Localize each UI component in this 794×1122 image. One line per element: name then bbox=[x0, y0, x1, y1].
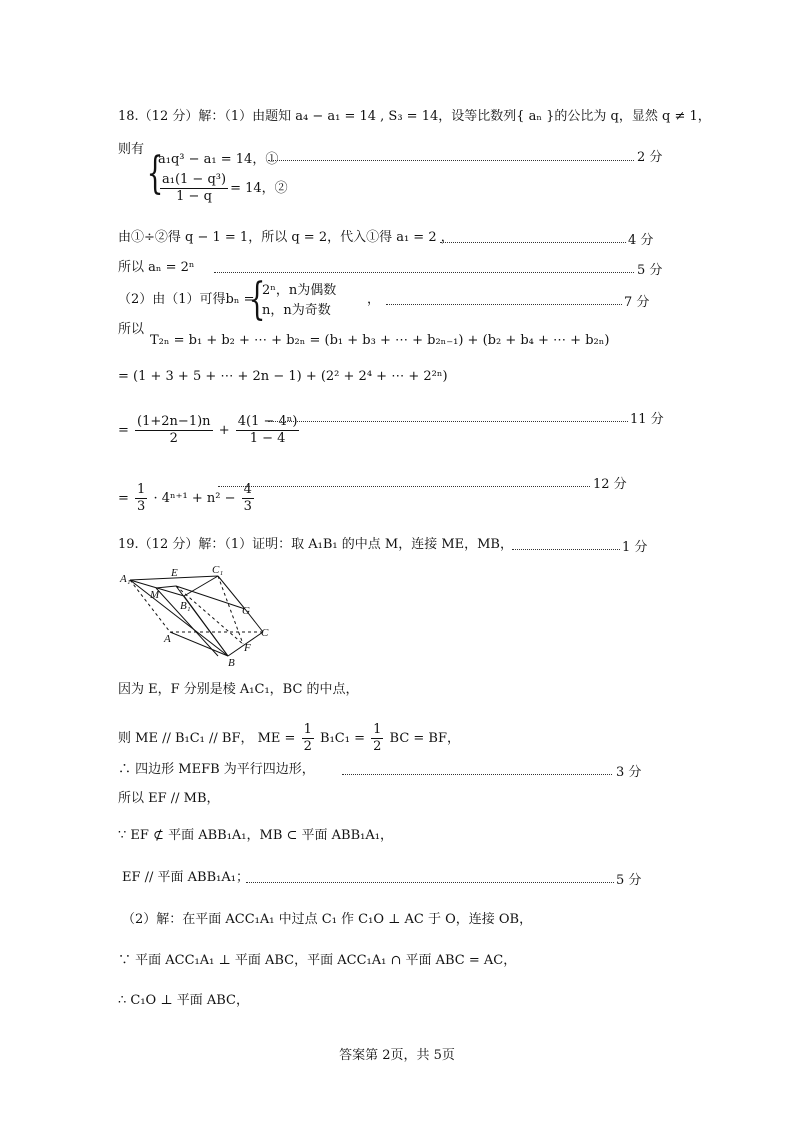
label-M: M bbox=[150, 589, 160, 601]
score-5: 5 分 bbox=[637, 263, 663, 278]
label-A1: A₁ bbox=[120, 573, 131, 585]
me-eq-b: B₁C₁ = bbox=[320, 731, 365, 746]
q18-t2n: T₂ₙ = b₁ + b₂ + ⋯ + b₂ₙ = (b₁ + b₃ + ⋯ + b₂ₙ₋₁) + (b₂ + b₄ + ⋯ + b₂ₙ) bbox=[150, 333, 610, 348]
r2-denominator: 3 bbox=[243, 499, 252, 514]
eq2-denominator: 1 − q bbox=[176, 189, 212, 204]
q19-line1: 19.（12 分）解：（1）证明：取 A₁B₁ 的中点 M，连接 ME，MB， bbox=[118, 537, 513, 552]
q18-so: 所以 bbox=[118, 322, 145, 337]
q18-eq2 bbox=[158, 172, 288, 205]
piecewise-brace: { bbox=[248, 274, 266, 325]
r2-numerator: 4 bbox=[243, 482, 252, 497]
label-A: A bbox=[164, 633, 171, 645]
me-eq-a: ME = bbox=[257, 731, 296, 746]
q19-line-c1o: ∴ C₁O ⊥ 平面 ABC， bbox=[118, 993, 249, 1008]
q18-line-an: 所以 aₙ = 2ⁿ bbox=[118, 260, 195, 275]
q19-line-perp: ∵ 平面 ACC₁A₁ ⊥ 平面 ABC，平面 ACC₁A₁ ∩ 平面 ABC = AC， bbox=[118, 953, 517, 968]
q19-line-me bbox=[118, 722, 460, 755]
prism-figure bbox=[118, 562, 278, 672]
bn-case2: n，n为奇数 bbox=[262, 303, 331, 318]
dot-leader bbox=[512, 549, 620, 550]
score-7: 7 分 bbox=[624, 295, 650, 310]
q18-line-bn: （2）由（1）可得bₙ = bbox=[118, 292, 255, 307]
label-G: G bbox=[242, 605, 250, 617]
score-2: 2 分 bbox=[637, 150, 663, 165]
system-brace: { bbox=[146, 148, 164, 199]
f2-numerator: 4(1 − 4ⁿ) bbox=[237, 414, 298, 429]
score-4: 4 分 bbox=[628, 233, 654, 248]
q19-line-p2: （2）解：在平面 ACC₁A₁ 中过点 C₁ 作 C₁O ⊥ AC 于 O，连接 OB， bbox=[122, 912, 533, 927]
r-numerator: 1 bbox=[137, 482, 146, 497]
bn-tail: ， bbox=[367, 292, 381, 307]
q18-then-has: 则有 bbox=[118, 142, 145, 157]
f1-numerator: (1+2n−1)n bbox=[137, 414, 211, 429]
dot-leader bbox=[386, 304, 622, 305]
r-mid: · 4ⁿ⁺¹ + n² − bbox=[153, 491, 236, 506]
dot-leader bbox=[214, 272, 634, 273]
half-numerator: 1 bbox=[303, 722, 312, 737]
q18-line1: 18.（12 分）解：（1）由题知 a₄ − a₁ = 14 , S₃ = 14，设等比数列{ aₙ }的公比为 q，显然 q ≠ 1， bbox=[118, 109, 711, 124]
dot-leader bbox=[268, 421, 628, 422]
label-E: E bbox=[171, 567, 178, 579]
q19-line-parallel: EF // 平面 ABB₁A₁； bbox=[122, 870, 249, 885]
score-1: 1 分 bbox=[622, 540, 648, 555]
q18-line-sum: = (1 + 3 + 5 + ⋯ + 2n − 1) + (2² + 2⁴ + ⋯ + 2²ⁿ) bbox=[118, 369, 448, 384]
f1-denominator: 2 bbox=[169, 431, 178, 446]
q18-fraction-line: = $\frac{(1+2n-1)n}{2}$ + $\frac{\text{4(1 − 4ⁿ)}}{1 - 4}$ bbox=[118, 414, 298, 446]
half-numerator: 1 bbox=[373, 722, 382, 737]
dot-leader bbox=[218, 486, 590, 487]
q19-line-para: ∴ 四边形 MEFB 为平行四边形， bbox=[118, 762, 315, 777]
label-F: F bbox=[244, 642, 251, 654]
label-C: C bbox=[261, 627, 269, 639]
q19-line-mid: 因为 E，F 分别是棱 A₁C₁，BC 的中点， bbox=[118, 682, 359, 697]
bn-case1: 2ⁿ，n为偶数 bbox=[262, 283, 337, 298]
score-12: 12 分 bbox=[593, 477, 627, 492]
me-eq-c: BC = BF， bbox=[389, 731, 461, 746]
score-11: 11 分 bbox=[630, 412, 664, 427]
q19-line-not: ∵ EF ⊄ 平面 ABB₁A₁，MB ⊂ 平面 ABB₁A₁， bbox=[118, 828, 393, 843]
half-denominator: 2 bbox=[303, 739, 312, 754]
f2-denominator: 1 − 4 bbox=[249, 431, 286, 446]
label-B: B bbox=[228, 657, 235, 669]
eq2-numerator: a₁(1 − q³) bbox=[162, 172, 227, 187]
dot-leader bbox=[246, 882, 614, 883]
q18-result-line: = $\frac{1}{3}$ · 4ⁿ⁺¹ + n² − $\frac{4}{3}$ bbox=[118, 482, 252, 514]
label-C1: C₁ bbox=[212, 564, 224, 576]
half-denominator: 2 bbox=[373, 739, 382, 754]
q19-line-efmb: 所以 EF // MB， bbox=[118, 791, 220, 806]
page-footer: 答案第 2页，共 5页 bbox=[339, 1048, 455, 1063]
score-3: 3 分 bbox=[616, 765, 642, 780]
eq2-rhs: = 14，② bbox=[230, 181, 288, 196]
dot-leader bbox=[342, 774, 612, 775]
dot-leader bbox=[440, 242, 626, 243]
me-parallel: 则 ME // B₁C₁ // BF， bbox=[118, 731, 254, 746]
q18-line-div: 由①÷②得 q − 1 = 1，所以 q = 2，代入①得 a₁ = 2 ， bbox=[118, 230, 454, 245]
dot-leader bbox=[268, 160, 634, 161]
label-B1: B₁ bbox=[180, 600, 191, 612]
r-denominator: 3 bbox=[137, 499, 146, 514]
q18-eq1: a₁q³ − a₁ = 14，① bbox=[158, 152, 279, 167]
score-5b: 5 分 bbox=[616, 873, 642, 888]
